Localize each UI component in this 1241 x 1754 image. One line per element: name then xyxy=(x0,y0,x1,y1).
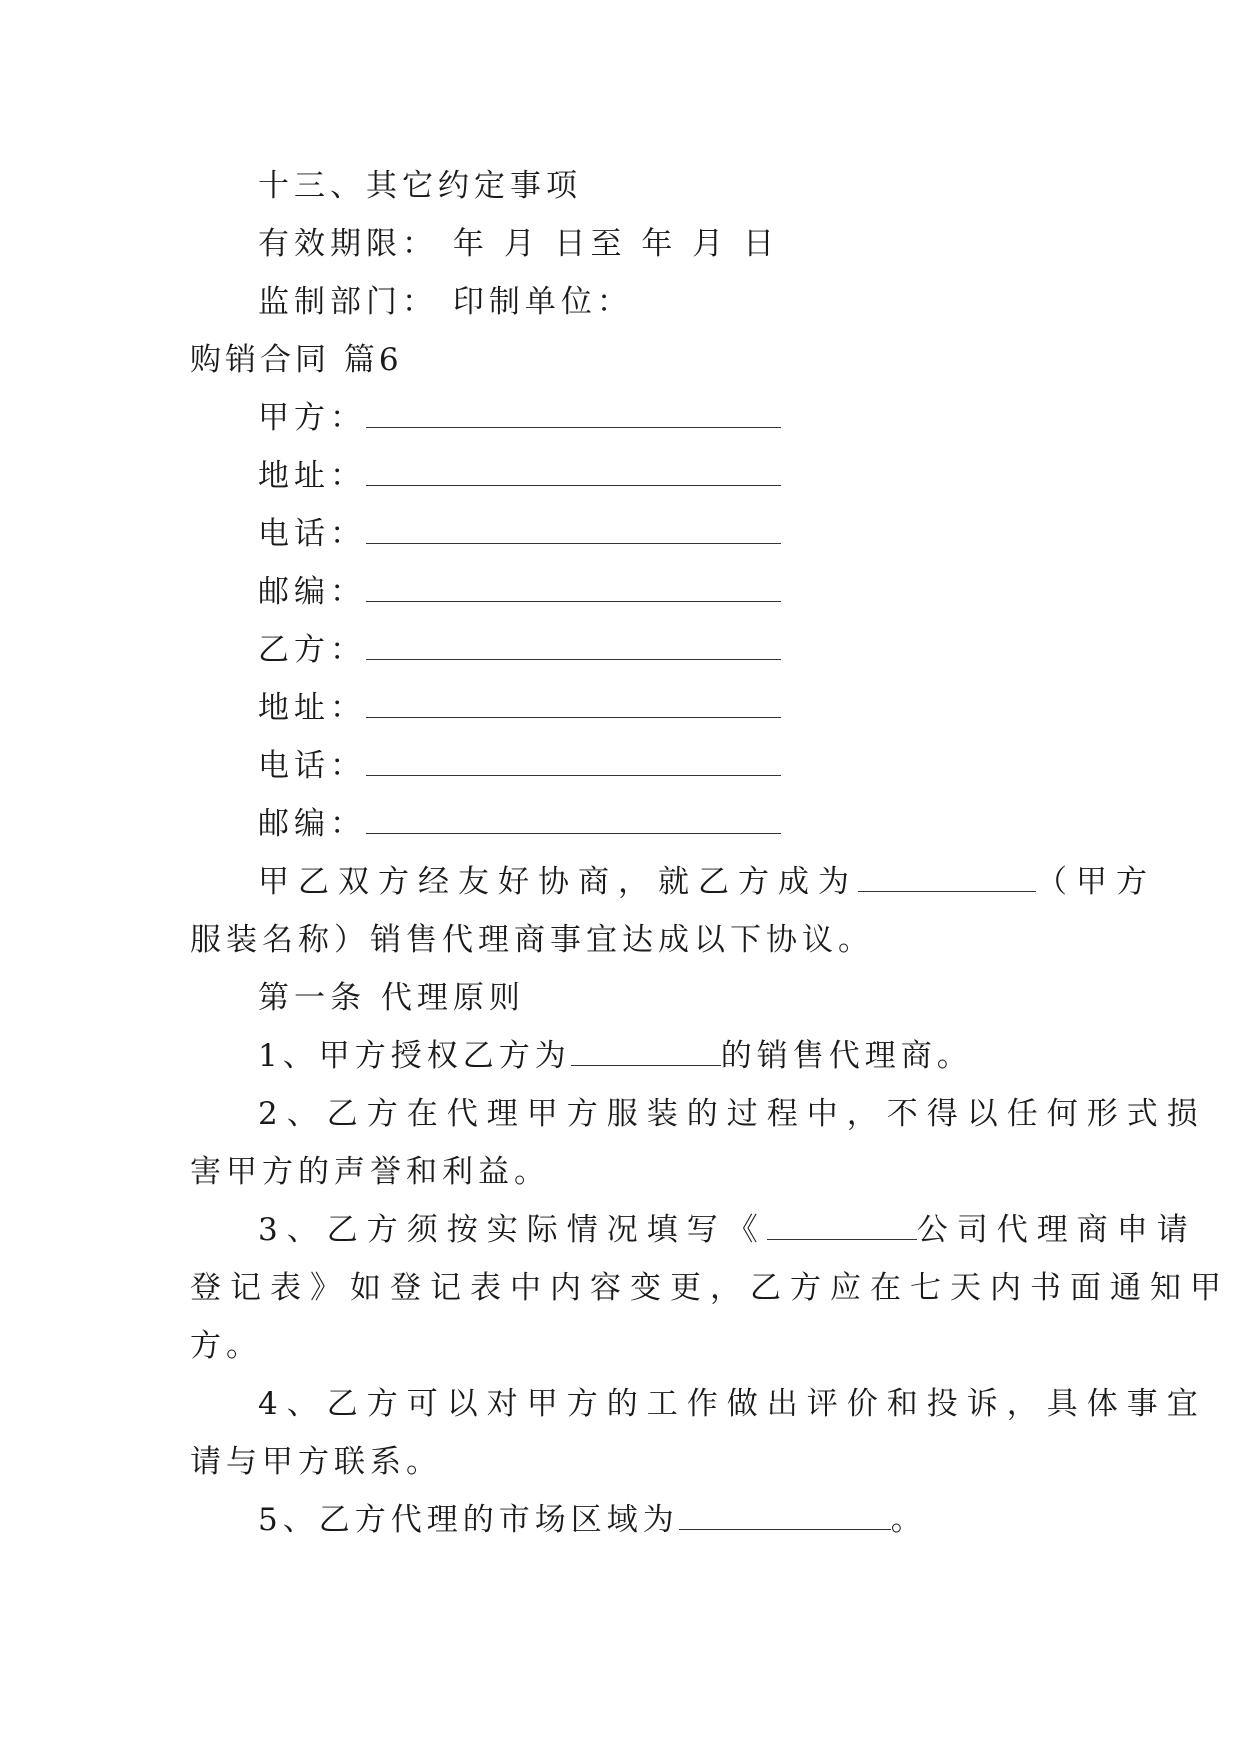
supervising-dept: 监制部门： 印制单位： xyxy=(258,284,633,320)
article-item-5 xyxy=(258,1500,927,1540)
fill-blank xyxy=(366,749,781,776)
article-item-2-line2: 害甲方的声誉和利益。 xyxy=(190,1154,550,1190)
fill-blank xyxy=(366,575,781,602)
field-label: 乙方： xyxy=(258,632,366,668)
party-b-address-field xyxy=(258,688,781,728)
item-text: 3、乙方须按实际情况填写《 xyxy=(258,1212,767,1248)
item-text: 1、甲方授权乙方为 xyxy=(258,1038,571,1074)
party-a-phone-field xyxy=(258,514,781,554)
contract-heading: 购销合同 篇6 xyxy=(190,342,403,378)
fill-blank xyxy=(858,865,1036,892)
fill-blank xyxy=(366,401,781,428)
item-text: 公司代理商申请 xyxy=(916,1212,1197,1248)
article-item-4-line1: 4、乙方可以对甲方的工作做出评价和投诉，具体事宜 xyxy=(258,1386,1207,1422)
field-label: 甲方： xyxy=(258,400,366,436)
section-title: 十三、其它约定事项 xyxy=(258,168,582,204)
field-label: 邮编： xyxy=(258,806,366,842)
validity-period: 有效期限： 年 月 日至 年 月 日 xyxy=(258,226,780,262)
article-item-3-line1 xyxy=(258,1210,1197,1250)
fill-blank xyxy=(679,1503,891,1530)
fill-blank xyxy=(366,459,781,486)
field-label: 邮编： xyxy=(258,574,366,610)
intro-paragraph-line2: 服装名称）销售代理商事宜达成以下协议。 xyxy=(190,922,874,958)
fill-blank xyxy=(767,1213,917,1240)
article-item-4-line2: 请与甲方联系。 xyxy=(190,1444,442,1480)
party-a-address-field xyxy=(258,456,781,496)
field-label: 地址： xyxy=(258,458,366,494)
intro-text: 甲乙双方经友好协商，就乙方成为 xyxy=(258,864,858,900)
fill-blank xyxy=(366,633,781,660)
fill-blank xyxy=(366,517,781,544)
field-label: 地址： xyxy=(258,690,366,726)
fill-blank xyxy=(366,807,781,834)
item-text: 。 xyxy=(890,1502,927,1538)
party-a-field xyxy=(258,398,781,438)
article-title: 第一条 代理原则 xyxy=(258,980,525,1016)
party-b-postcode-field xyxy=(258,804,781,844)
intro-paragraph-line1 xyxy=(258,862,1156,902)
intro-text: （甲方 xyxy=(1036,864,1156,900)
field-label: 电话： xyxy=(258,748,366,784)
article-item-3-line2: 登记表》如登记表中内容变更，乙方应在七天内书面通知甲 xyxy=(190,1270,1230,1306)
field-label: 电话： xyxy=(258,516,366,552)
party-b-field xyxy=(258,630,781,670)
fill-blank xyxy=(366,691,781,718)
party-a-postcode-field xyxy=(258,572,781,612)
fill-blank xyxy=(571,1039,721,1066)
party-b-phone-field xyxy=(258,746,781,786)
item-text: 的销售代理商。 xyxy=(720,1038,973,1074)
item-text: 5、乙方代理的市场区域为 xyxy=(258,1502,679,1538)
article-item-1 xyxy=(258,1036,973,1076)
article-item-2-line1: 2、乙方在代理甲方服装的过程中，不得以任何形式损 xyxy=(258,1096,1207,1132)
article-item-3-line3: 方。 xyxy=(190,1328,262,1364)
